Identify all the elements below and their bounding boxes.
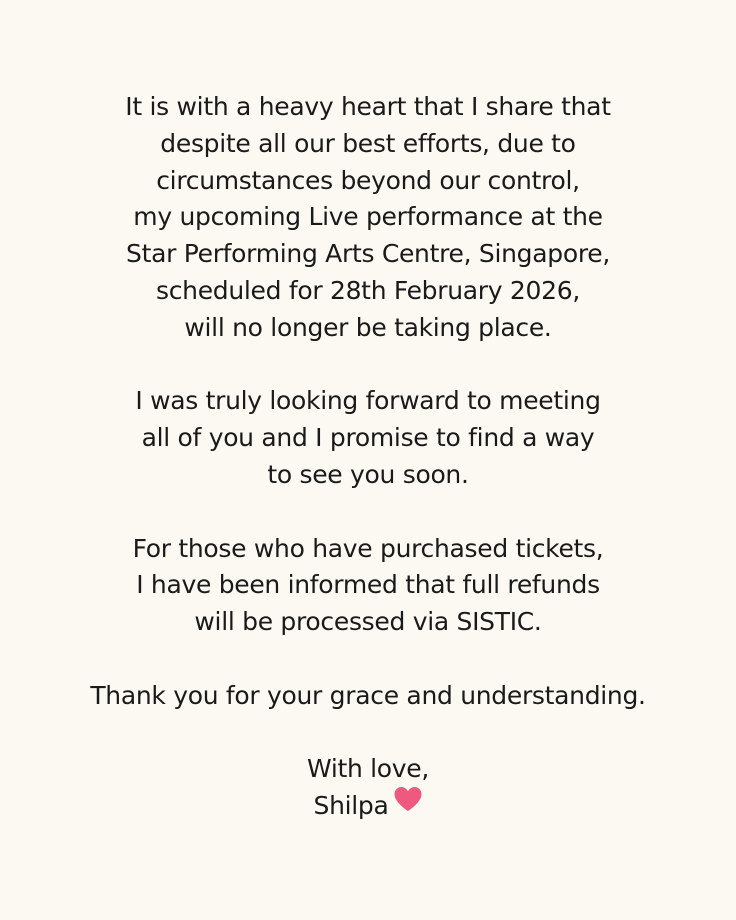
text-line: I was truly looking forward to meeting xyxy=(135,386,601,416)
text-line: For those who have purchased tickets, xyxy=(132,533,604,563)
paragraph-refunds xyxy=(0,531,736,641)
text-line: will no longer be taking place. xyxy=(184,312,552,342)
text-line: all of you and I promise to find a way xyxy=(141,423,595,453)
paragraph-announcement xyxy=(0,89,736,347)
text-line: Star Performing Arts Centre, Singapore, xyxy=(126,239,610,269)
text-line: Thank you for your grace and understanding. xyxy=(90,680,646,710)
paragraph-thanks xyxy=(0,678,736,715)
text-line: circumstances beyond our control, xyxy=(156,165,580,195)
text-line: will be processed via SISTIC. xyxy=(194,607,542,637)
text-line: It is with a heavy heart that I share that xyxy=(125,92,611,121)
text-line: I have been informed that full refunds xyxy=(136,570,600,600)
text-line: scheduled for 28th February 2026, xyxy=(156,275,580,305)
paragraph-promise xyxy=(0,383,736,493)
signature-line xyxy=(0,788,736,825)
text-line: my upcoming Live performance at the xyxy=(133,202,603,232)
text-line: despite all our best efforts, due to xyxy=(160,128,576,158)
sign-off xyxy=(0,751,736,825)
letter-body xyxy=(0,89,736,826)
heart-icon xyxy=(393,786,423,823)
text-line: to see you soon. xyxy=(267,459,469,489)
signature-name: Shilpa xyxy=(313,791,389,821)
closing-line: With love, xyxy=(306,754,430,784)
